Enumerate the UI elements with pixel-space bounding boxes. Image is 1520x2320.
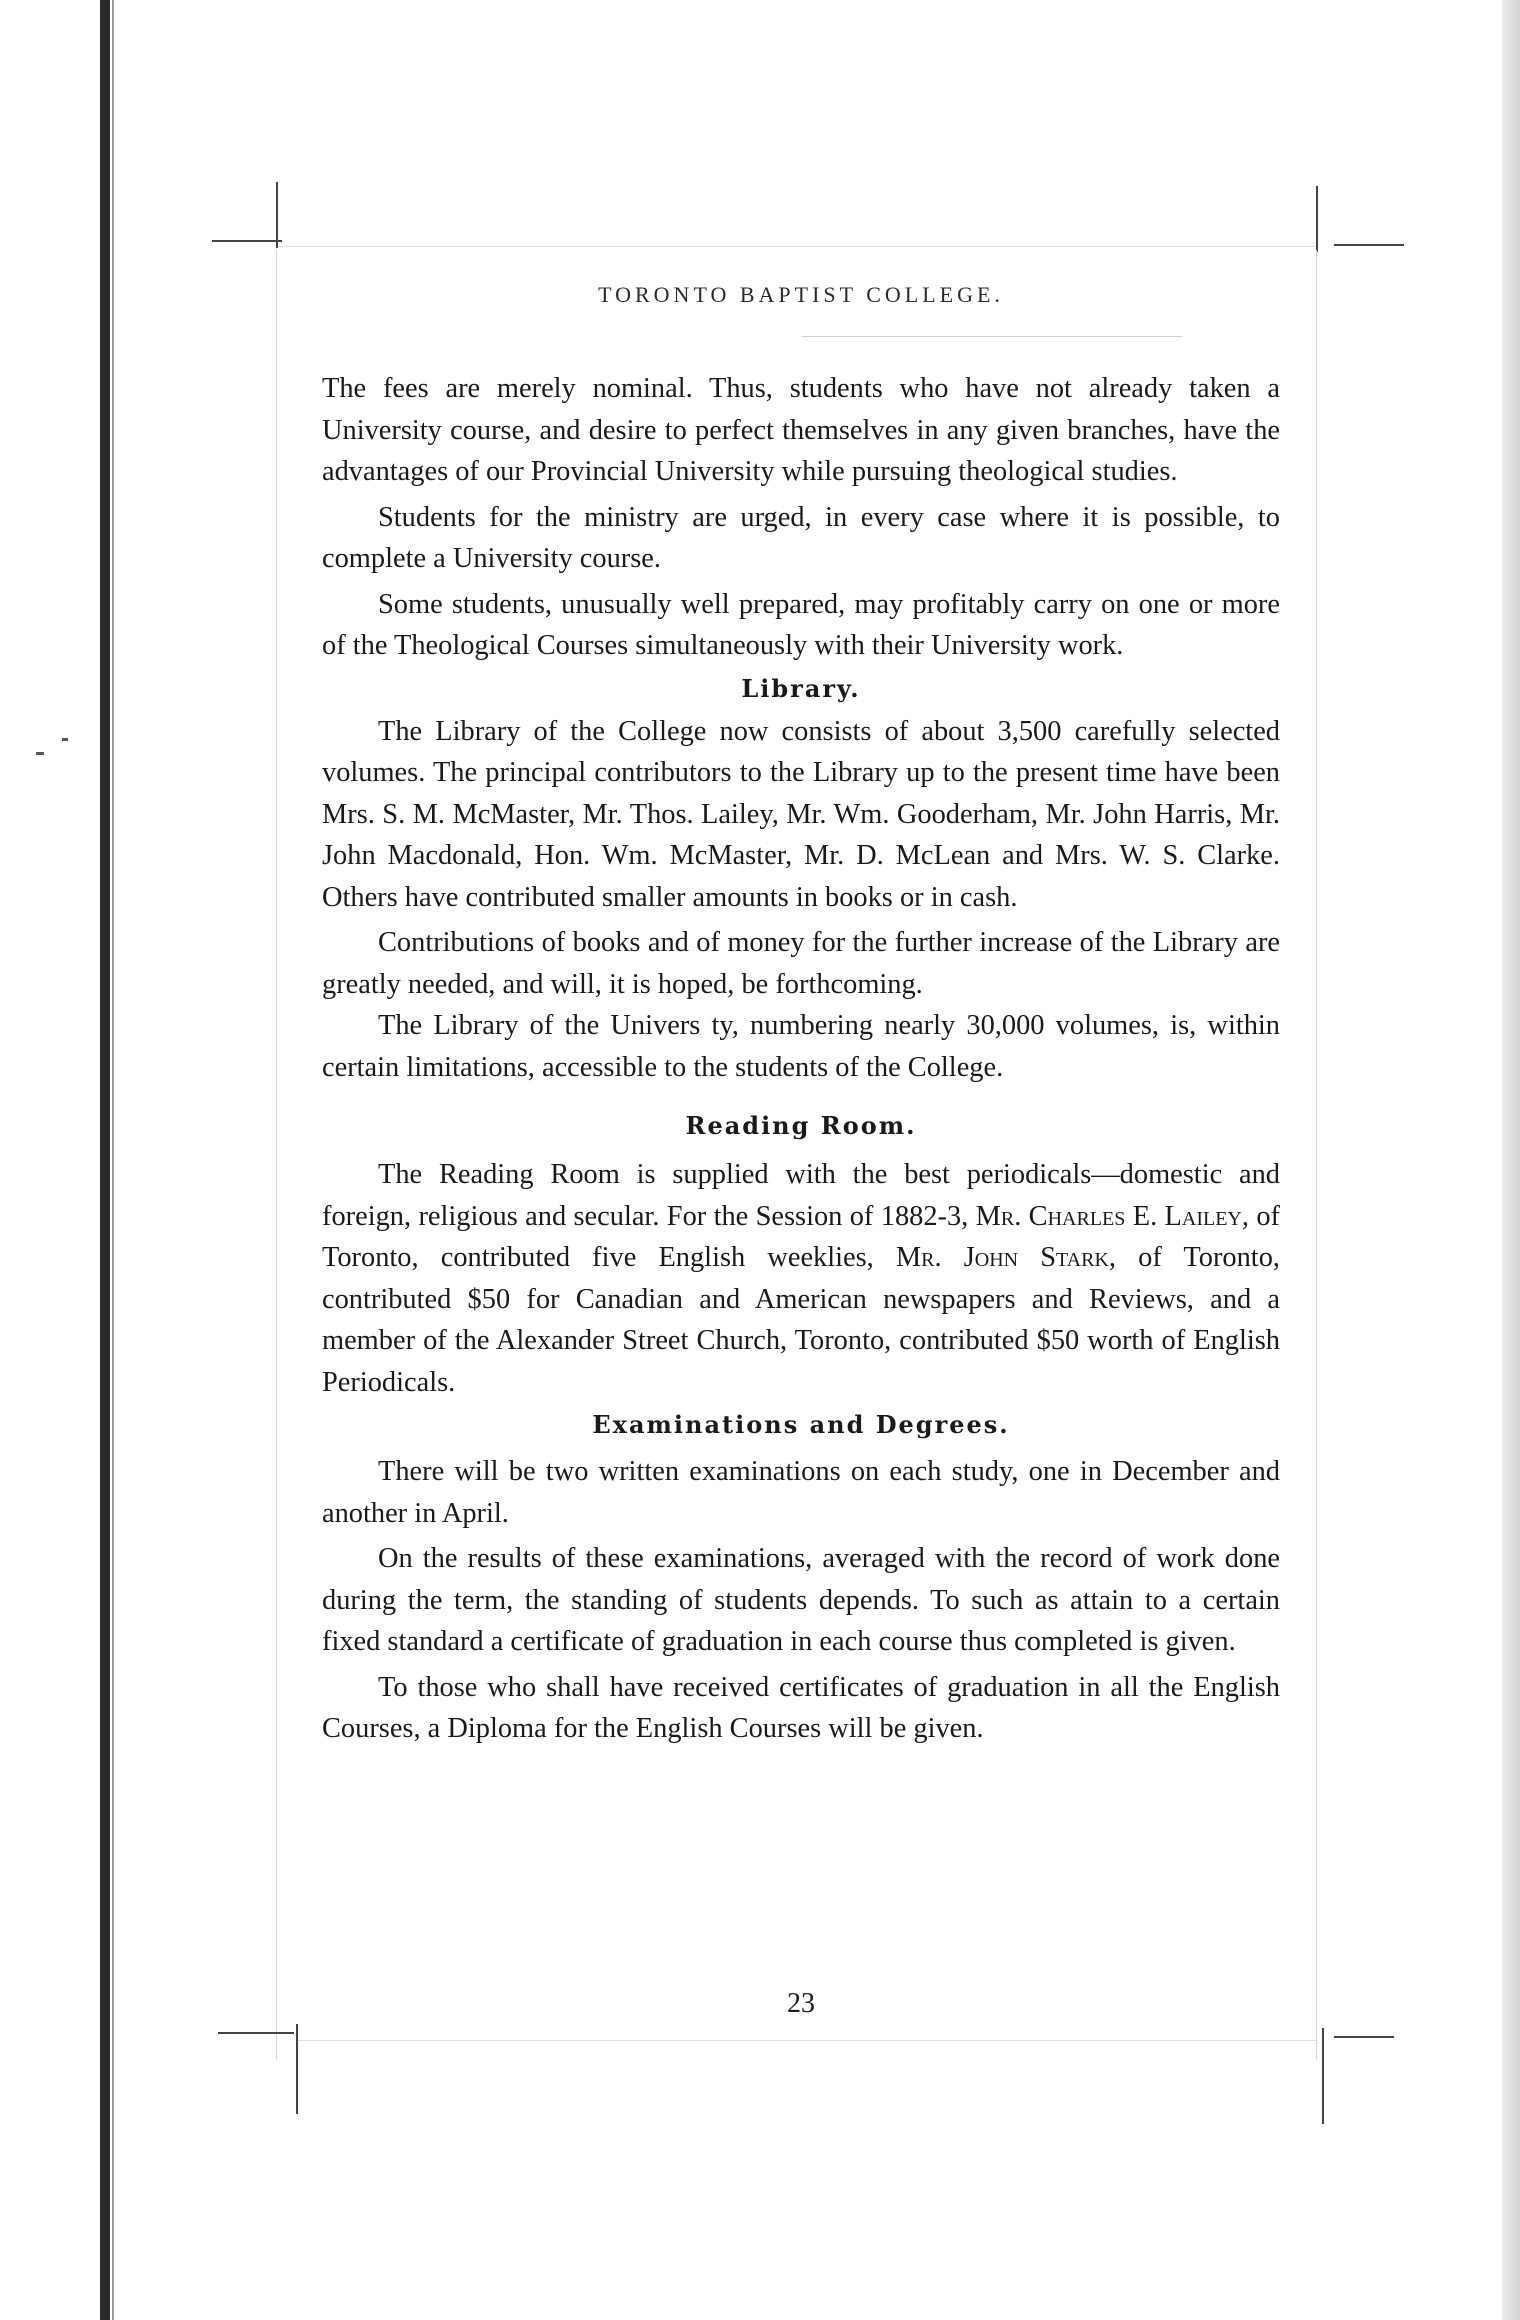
crop-mark xyxy=(212,240,282,242)
paragraph-university-course: Students for the ministry are urged, in every case where it is possible, to complete a University course. xyxy=(322,501,1280,574)
crop-mark xyxy=(1322,2028,1324,2124)
guide-line xyxy=(276,250,277,2060)
scan-fleck xyxy=(36,752,44,755)
guide-line xyxy=(1316,250,1317,2060)
paragraph-library-contributions: Contributions of books and of money for the further increase of the Library are greatly needed, and will, it is hoped, be forthcoming. xyxy=(322,927,1280,1000)
reading-room-text-3: , of Toronto, contributed $50 for Canadian and American newspapers and Reviews, and a member of the Alexander Street Church, Toronto, contributed $50 worth of English Periodicals. xyxy=(322,1242,1280,1398)
page-right-edge xyxy=(1502,0,1520,2320)
running-head: TORONTO BAPTIST COLLEGE. xyxy=(598,282,1004,307)
contributor-name-stark: Mr. John Stark xyxy=(895,1242,1109,1273)
paragraph-examinations-schedule: There will be two written examinations on each study, one in December and another in April. xyxy=(322,1456,1280,1529)
document-page xyxy=(322,270,1280,2060)
crop-mark xyxy=(278,246,1318,247)
running-head-rule xyxy=(802,336,1182,337)
paragraph-reading-room xyxy=(322,1154,1280,1403)
crop-mark xyxy=(218,2032,294,2034)
heading-library: Library. xyxy=(741,673,861,703)
paragraph-fees: The fees are merely nominal. Thus, students who have not already taken a University course, and desire to perfect themselves in any given branches, have the advantages of our Provincial University while pursuing theological studies. xyxy=(322,373,1280,487)
binding-shadow-thin xyxy=(112,0,114,2320)
crop-mark xyxy=(1334,2036,1394,2038)
contributor-name-lailey: Mr. Charles E. Lailey xyxy=(975,1200,1242,1232)
heading-reading-room: Reading Room. xyxy=(685,1111,917,1140)
crop-mark xyxy=(1316,186,1318,252)
crop-mark xyxy=(296,2024,298,2114)
binding-shadow xyxy=(100,0,110,2320)
heading-examinations: Examinations and Degrees. xyxy=(592,1410,1010,1439)
paragraph-simultaneous-courses: Some students, unusually well prepared, may profitably carry on one or more of the Theological Courses simultaneously with their University work. xyxy=(322,588,1280,661)
reading-room-text-1: The Reading Room is supplied with the best periodicals—domestic and foreign, religious and secular. For the Session of 1882-3, xyxy=(322,1159,1280,1232)
scan-fleck xyxy=(62,738,68,741)
paragraph-library-contributors: The Library of the College now consists of about 3,500 carefully selected volumes. The principal contributors to the Library up to the present time have been Mrs. S. M. McMaster, Mr. Thos. Lailey, Mr. Wm. Gooderham, Mr. John Harris, Mr. John Macdonald, Hon. Wm. McMaster, Mr. D. McLean and Mrs. W. S. Clarke. Others have contributed smaller amounts in books or in cash. xyxy=(322,715,1280,913)
paragraph-examinations-standing: On the results of these examinations, averaged with the record of work done during the term, the standing of students depends. To such as attain to a certain fixed standard a certificate of graduation in each course thus completed is given. xyxy=(322,1543,1280,1657)
page-body xyxy=(322,368,1280,1750)
paragraph-diploma: To those who shall have received certificates of graduation in all the English Courses, a Diploma for the English Courses will be given. xyxy=(322,1671,1280,1744)
crop-mark xyxy=(1334,244,1404,246)
page-number: 23 xyxy=(787,1988,815,2019)
paragraph-university-library: The Library of the Univers ty, numbering nearly 30,000 volumes, is, within certain limitations, accessible to the students of the College. xyxy=(322,1010,1280,1083)
binding-margin xyxy=(0,0,104,2320)
reading-room-text-2: , of Toronto, contributed five English weeklies, xyxy=(322,1200,1280,1273)
crop-mark xyxy=(276,182,278,248)
